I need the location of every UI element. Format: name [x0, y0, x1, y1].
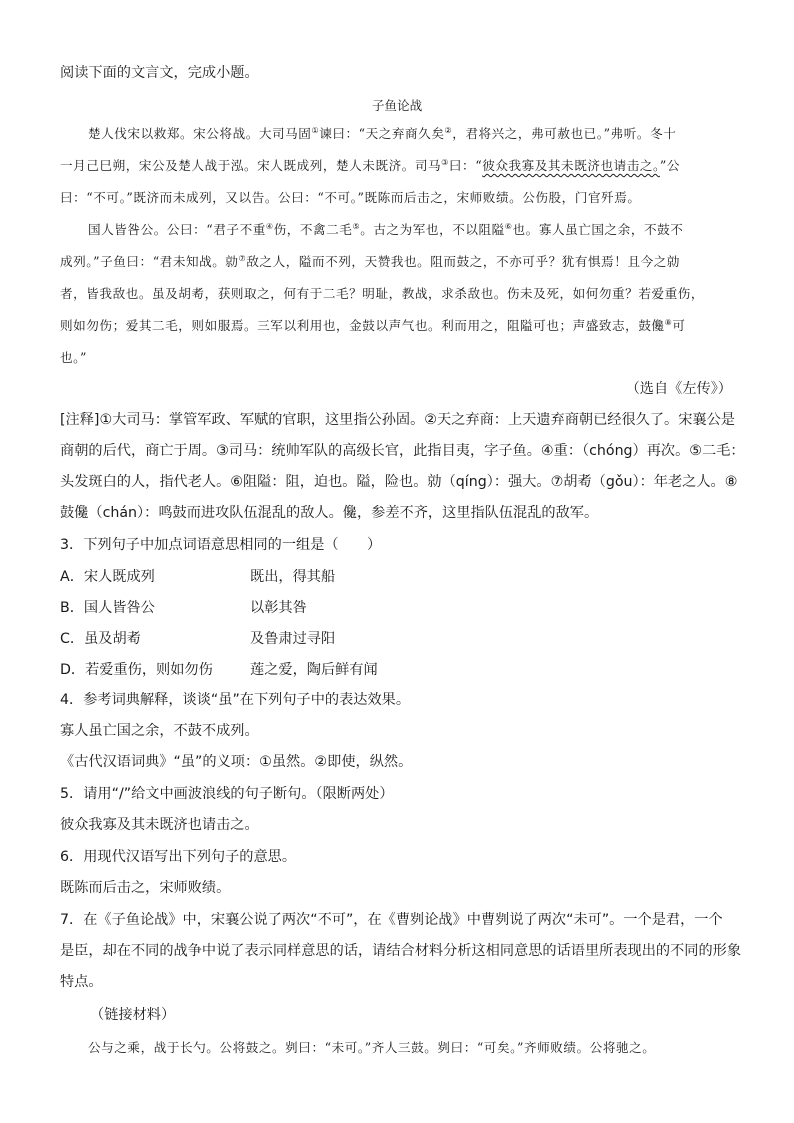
- q6-stem: 6．用现代汉语写出下列句子的意思。: [60, 849, 297, 865]
- passage-line-3: 曰：“不可。”既济而未成列，又以告。公曰：“不可。”既陈而后击之，宋师败绩。公伤股，门官歼焉。: [60, 190, 641, 205]
- note-line-1: [注释]①大司马：掌管军政、军赋的官职，这里指公孙固。②天之弃商：上天遗弃商朝已经很久了。宋襄公是: [60, 412, 735, 428]
- q3-option-c: C．虽及胡耇 及鲁肃过寻阳: [60, 631, 336, 647]
- q3-stem: 3．下列句子中加点词语意思相同的一组是（ ）: [60, 537, 382, 553]
- q7-line-3: 特点。: [60, 974, 103, 990]
- q5-sentence: 彼众我寡及其未既济也请击之。: [60, 817, 259, 833]
- q6-sentence: 既陈而后击之，宋师败绩。: [60, 880, 231, 896]
- passage-title: 子鱼论战: [371, 98, 423, 113]
- note-line-2: 商朝的后代，商亡于周。③司马：统帅军队的高级长官，此指目夷，字子鱼。④重：（chóng）再次。⑤二毛：: [60, 443, 745, 459]
- q7-line-2: 是臣，却在不同的战争中说了表示同样意思的话，请结合材料分析这相同意思的话语里所表现出的不同的形象: [60, 943, 742, 959]
- passage-line-8: 也。”: [60, 350, 87, 365]
- intro-text: 阅读下面的文言文，完成小题。: [60, 65, 259, 81]
- passage-line-2: 一月己巳朔，宋公及楚人战于泓。宋人既成列，楚人未既济。司马③曰：“彼众我寡及其未既济也请击之。”公: [60, 157, 681, 173]
- q5-stem: 5．请用“/”给文中画波浪线的句子断句。（限断两处）: [60, 786, 394, 802]
- q4-stem: 4．参考词典解释，谈谈“虽”在下列句子中的表达效果。: [60, 692, 411, 708]
- q3-option-d: D．若爱重伤，则如勿伤 莲之爱，陶后鲜有闻: [60, 662, 378, 678]
- q3-option-b: B．国人皆咎公 以彰其咎: [60, 600, 307, 616]
- wavy-sentence: 彼众我寡及其未既济也请击之。: [482, 158, 660, 173]
- q3-option-a: A．宋人既成列 既出，得其船: [60, 569, 336, 585]
- passage-line-4: 国人皆咎公。公曰：“君子不重④伤，不禽二毛⑤。古之为军也，不以阻隘⑥也。寡人虽亡国之余，不鼓不: [88, 221, 684, 237]
- q4-sentence: 寡人虽亡国之余，不鼓不成列。: [60, 723, 259, 739]
- q4-dictionary: 《古代汉语词典》“虽”的义项：①虽然。②即使，纵然。: [60, 754, 413, 770]
- passage-line-5: 成列。”子鱼曰：“君未知战。勍⑦敌之人，隘而不列，天赞我也。阻而鼓之，不亦可乎？犹有惧焉！且今之勍: [60, 253, 681, 269]
- source-citation: （选自《左传》）: [625, 381, 732, 397]
- passage-line-6: 者，皆我敌也。虽及胡耇，获则取之，何有于二毛？明耻，教战，求杀敌也。伤未及死，如何勿重？若爱重伤，: [60, 286, 705, 301]
- passage-line-7: 则如勿伤；爱其二毛，则如服焉。三军以利用也，金鼓以声气也。利而用之，阻隘可也；声盛致志，鼓儳⑧可: [60, 317, 686, 333]
- passage-line-1: 楚人伐宋以救郑。宋公将战。大司马固①谏曰：“天之弃商久矣②，君将兴之，弗可赦也已。”弗听。冬十: [88, 125, 677, 141]
- q7-link-label: （链接材料）: [90, 1007, 176, 1023]
- note-line-4: 鼓儳（chán）：鸣鼓而进攻队伍混乱的敌人。儳，参差不齐，这里指队伍混乱的敌军。: [60, 505, 599, 521]
- q7-link-text: 公与之乘，战于长勺。公将鼓之。刿曰：“未可。”齐人三鼓。刿曰：“可矣。”齐师败绩。公将驰之。: [88, 1040, 656, 1055]
- note-line-3: 头发斑白的人，指代老人。⑥阻隘：阻，迫也。隘，险也。勍（qíng）：强大。⑦胡耇（gǒu）：年老之人。⑧: [60, 474, 738, 490]
- q7-line-1: 7．在《子鱼论战》中，宋襄公说了两次“不可”，在《曹刿论战》中曹刿说了两次“未可”。一个是君，一个: [60, 912, 723, 928]
